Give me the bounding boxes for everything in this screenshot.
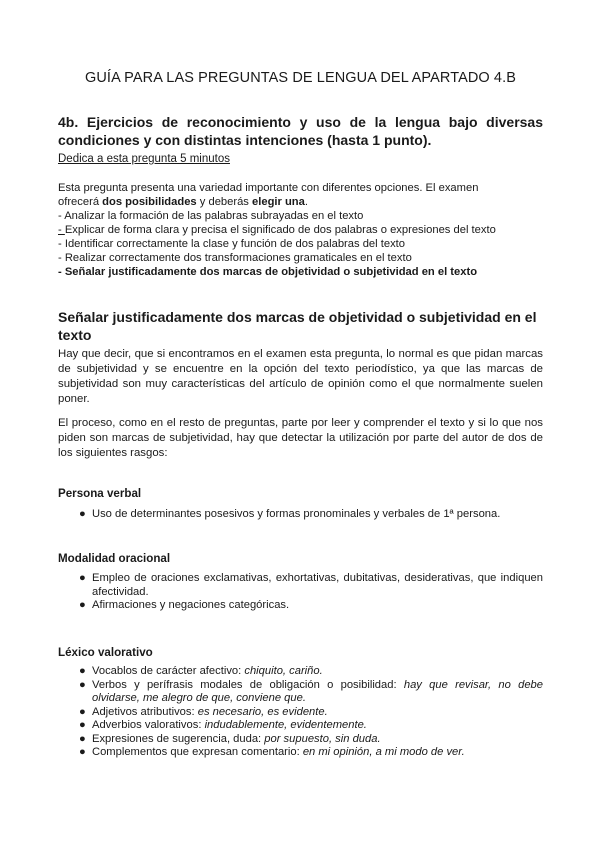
option-item: - Analizar la formación de las palabras subrayadas en el texto <box>58 210 364 222</box>
intro-text: . <box>304 196 308 208</box>
time-note: Dedica a esta pregunta 5 minutos <box>58 153 230 165</box>
intro-bold-posibilidades: dos posibilidades <box>102 196 197 208</box>
intro-line-2 <box>58 195 543 209</box>
list-item-label: Verbos y perífrasis modales de obligación o posibilidad: <box>92 678 404 691</box>
bullet-icon: ● <box>79 732 86 745</box>
list-item <box>58 746 543 760</box>
bullet-icon: ● <box>79 705 86 718</box>
bullet-icon: ● <box>79 678 86 691</box>
list-item-label: Adverbios valorativos: <box>92 719 205 731</box>
intro-bold-elegir: elegir una <box>252 196 305 208</box>
paragraph-2: El proceso, como en el resto de preguntas, parte por leer y comprender el texto y si lo que nos piden son marcas de subjetividad, hay que detectar la utilización por parte del autor de dos de los siguientes rasgos: <box>58 417 543 459</box>
document-title: GUÍA PARA LAS PREGUNTAS DE LENGUA DEL APARTADO 4.B <box>84 70 516 86</box>
bullet-icon: ● <box>79 599 86 611</box>
list-item <box>58 733 543 747</box>
paragraph-1: Hay que decir, que si encontramos en el examen esta pregunta, lo normal es que pidan marcas de subjetividad y se encuentre en la opción del texto periodístico, ya que las marcas de subjetividad son muy características del artículo de opinión como el que normalmente suelen poner. <box>58 348 543 405</box>
list-item-text: Afirmaciones y negaciones categóricas. <box>92 599 290 611</box>
list-item-example: por supuesto, sin duda. <box>264 732 381 745</box>
list-item-example: hay que revisar, no debe olvidarse, me alegro de que, conviene que. <box>92 678 544 704</box>
list-item-text: Empleo de oraciones exclamativas, exhortativas, dubitativas, desiderativas, que indiquen afectividad. <box>92 572 543 598</box>
intro-line-1: Esta pregunta presenta una variedad importante con diferentes opciones. El examen <box>58 182 479 194</box>
option-item: - Identificar correctamente la clase y función de dos palabras del texto <box>58 238 405 250</box>
list-item-example: chiquito, cariño. <box>244 665 323 677</box>
option-text: Explicar de forma clara y precisa el significado de dos palabras o expresiones del texto <box>64 224 496 236</box>
list-item-example: es necesario, es evidente. <box>197 705 328 718</box>
bullet-icon: ● <box>79 572 86 584</box>
list-item-text: Uso de determinantes posesivos y formas pronominales y verbales de 1ª persona. <box>92 508 501 520</box>
bullet-icon: ● <box>79 746 86 758</box>
option-item-bold <box>58 265 543 279</box>
list-item <box>58 599 543 613</box>
list-item-label: Complementos que expresan comentario: <box>92 746 303 758</box>
section-heading: Señalar justificadamente dos marcas de objetividad o subjetividad en el texto <box>58 309 537 343</box>
list-item <box>58 508 543 522</box>
list-item-label: Vocablos de carácter afectivo: <box>92 665 245 677</box>
subheading-persona: Persona verbal <box>58 487 142 500</box>
intro-text: ofrecerá <box>58 196 103 208</box>
persona-list <box>58 508 543 522</box>
intro-text: y deberás <box>196 196 253 208</box>
intro-block <box>58 181 543 279</box>
list-item-example: en mi opinión, a mi modo de ver. <box>302 746 465 758</box>
option-text: - Señalar justificadamente dos marcas de objetividad o subjetividad en el texto <box>58 266 478 278</box>
option-item: - Realizar correctamente dos transformaciones gramaticales en el texto <box>58 252 412 264</box>
list-item <box>58 665 543 679</box>
subheading-modalidad: Modalidad oracional <box>58 552 171 565</box>
list-item <box>58 706 543 720</box>
list-item-example: indudablemente, evidentemente. <box>204 719 367 731</box>
list-item-label: Adjetivos atributivos: <box>92 705 198 718</box>
list-item <box>58 719 543 733</box>
option-item <box>58 223 543 237</box>
subheading-lexico: Léxico valorativo <box>58 646 153 659</box>
option-dash: - <box>58 224 65 236</box>
list-item-label: Expresiones de sugerencia, duda: <box>92 732 265 745</box>
bullet-icon: ● <box>79 719 86 731</box>
list-item <box>58 572 543 599</box>
bullet-icon: ● <box>79 508 86 520</box>
exercise-heading: 4b. Ejercicios de reconocimiento y uso de la lengua bajo diversas condiciones y con distintas intenciones (hasta 1 punto). <box>58 114 543 148</box>
bullet-icon: ● <box>79 665 86 677</box>
modalidad-list <box>58 572 543 613</box>
lexico-list <box>58 665 543 760</box>
list-item <box>58 679 543 706</box>
